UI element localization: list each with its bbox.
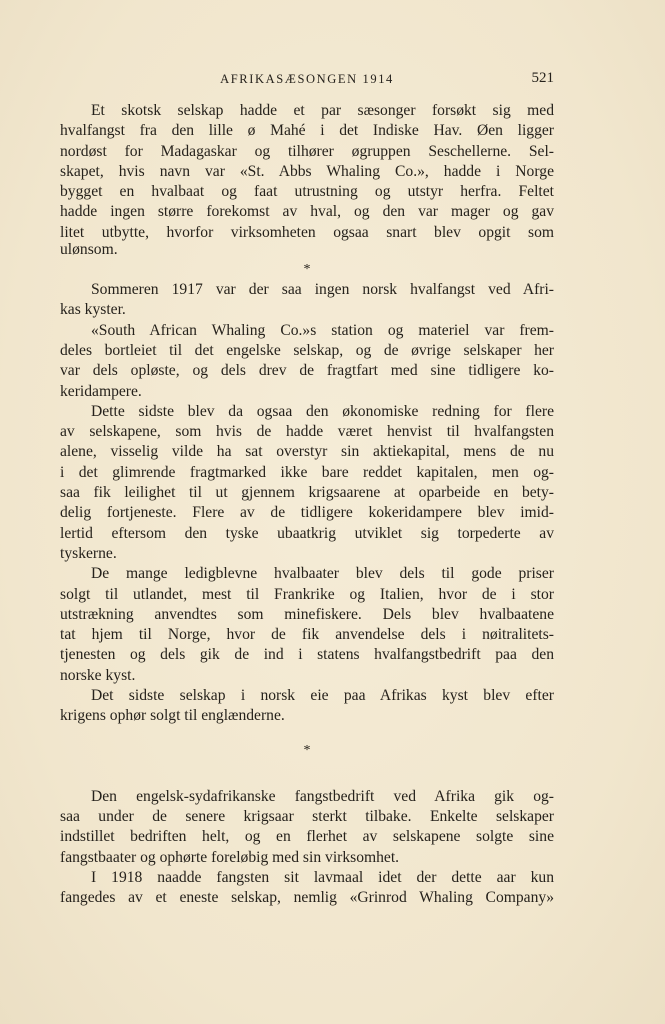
text-line: delig fortjeneste. Flere av de tidligere kokeridampere blev imid-	[60, 504, 554, 522]
text-line: «South African Whaling Co.»s station og materiel var frem-	[91, 321, 554, 339]
text-line: indstillet bedriften helt, og en flerhet av selskapene solgte sine	[60, 828, 554, 846]
text-line: fangedes av et eneste selskap, nemlig «Grinrod Whaling Company»	[60, 889, 554, 907]
text-line: krigens ophør solgt til englænderne.	[60, 707, 285, 725]
text-line: tjenesten og dels gik de ind i statens hvalfangstbedrift paa den	[60, 646, 554, 664]
text-line: nordøst for Madagaskar og tilhører øgruppen Seschellerne. Sel-	[60, 142, 554, 160]
text-line: solgt til utlandet, mest til Frankrike og Italien, hvor de i stor	[60, 585, 554, 603]
text-line: saa under de senere krigsaar sterkt tilbake. Enkelte selskaper	[60, 807, 554, 825]
text-line: Sommeren 1917 var der saa ingen norsk hvalfangst ved Afri-	[91, 281, 554, 299]
text-line: keridampere.	[60, 382, 142, 400]
text-line: Den engelsk-sydafrikanske fangstbedrift ved Afrika gik og-	[91, 787, 554, 805]
text-line: fangstbaater og ophørte foreløbig med sin virksomhet.	[60, 848, 400, 866]
text-line: tyskerne.	[60, 544, 117, 562]
running-title: AFRIKASÆSONGEN 1914	[220, 72, 394, 86]
text-line: hvalfangst fra den lille ø Mahé i det Indiske Hav. Øen ligger	[60, 122, 554, 140]
text-line: Det sidste selskap i norsk eie paa Afrikas kyst blev efter	[91, 687, 554, 705]
page-number: 521	[531, 70, 554, 86]
text-line: I 1918 naadde fangsten sit lavmaal idet der dette aar kun	[91, 868, 554, 886]
text-line: bygget en hvalbaat og faat utrustning og utstyr herfra. Feltet	[60, 183, 554, 201]
text-line: alene, visselig vilde ha sat overstyr sin aktiekapital, mens de nu	[60, 443, 554, 461]
text-line: lertid eftersom den tyske ubaatkrig utviklet sig torpederte av	[60, 524, 554, 542]
text-line: kas kyster.	[60, 301, 126, 319]
text-line: var dels opløste, og dels drev de fragtfart med sine tidligere ko-	[60, 362, 554, 380]
text-line: Dette sidste blev da ogsaa den økonomiske redning for flere	[91, 402, 554, 420]
text-line: skapet, hvis navn var «St. Abbs Whaling Co.», hadde i Norge	[60, 162, 554, 180]
text-line: litet utbytte, hvorfor virksomheten ogsaa snart blev opgit som	[60, 223, 554, 241]
text-line: hadde ingen større forekomst av hval, og den var mager og gav	[60, 203, 554, 221]
text-line: utstrækning anvendtes som minefiskere. Dels blev hvalbaatene	[60, 605, 554, 623]
text-line: av selskapene, som hvis de hadde været henvist til hvalfangsten	[60, 423, 554, 441]
text-line: ulønsom.	[60, 241, 118, 259]
text-line: norske kyst.	[60, 666, 136, 684]
text-line: De mange ledigblevne hvalbaater blev dels til gode priser	[91, 565, 554, 583]
text-line: Et skotsk selskap hadde et par sæsonger forsøkt sig med	[91, 102, 554, 119]
section-separator: *	[303, 742, 311, 758]
body-text	[60, 101, 554, 908]
text-line: deles bortleiet til det engelske selskap, og de øvrige selskaper her	[60, 341, 554, 359]
page-header	[60, 70, 554, 90]
section-separator: *	[303, 262, 311, 278]
text-line: saa fik leilighet til ut gjennem krigsaarene at oparbeide en bety-	[60, 484, 554, 502]
text-line: tat hjem til Norge, hvor de fik anvendelse dels i nøitralitets-	[60, 626, 554, 644]
text-line: i det glimrende fragtmarked ikke bare reddet kapitalen, men og-	[60, 463, 554, 481]
